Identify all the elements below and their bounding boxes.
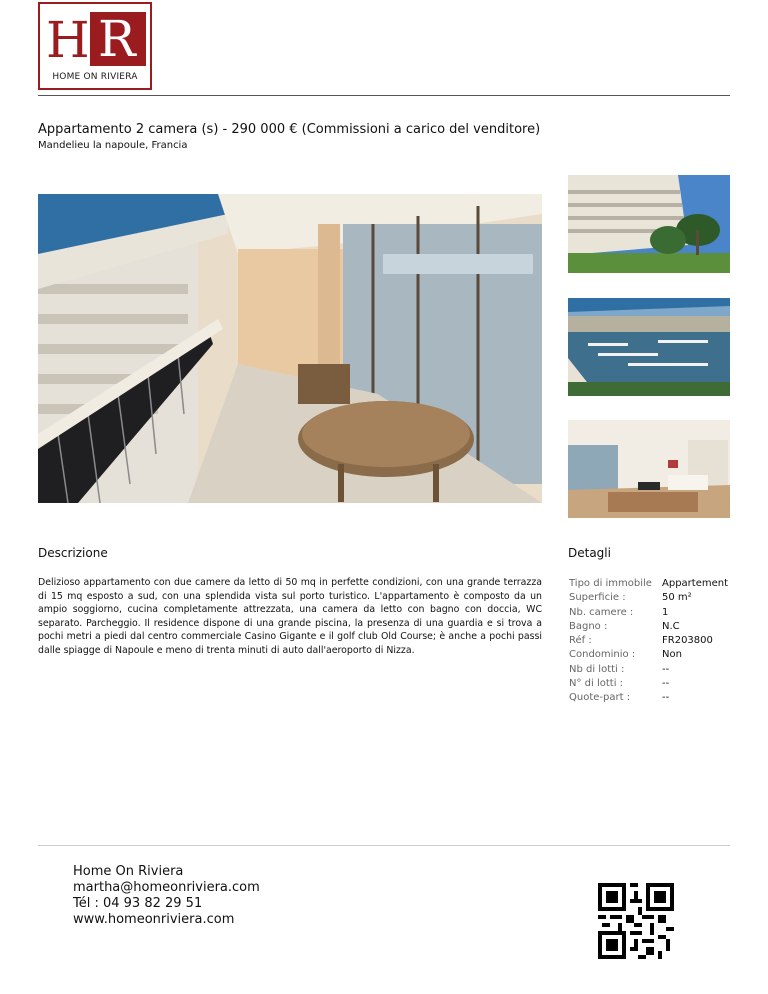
detail-row [569, 663, 728, 677]
logo-letter-r: R [98, 10, 136, 68]
detail-label: Réf : [569, 635, 592, 647]
detail-label: Nb. camere : [569, 606, 634, 618]
logo-letter-h: H [46, 11, 90, 69]
logo-letter-r-box [90, 12, 146, 66]
agency-phone[interactable]: Tél : 04 93 82 29 51 [73, 896, 203, 911]
detail-row [569, 691, 728, 705]
detail-value: -- [662, 678, 670, 690]
description-text: Delizioso appartamento con due camere da letto di 50 mq in perfette condizioni, con una grande terrazza di 15 mq esposto a sud, con una splendida vista sul porto turistico. L'appartamento è composto da un ampio soggiorno, cucina completamente attrezzata, una camera da letto con bagno con doccia, WC separato. Parcheggio. Il residence dispone di una grande piscina, la presenza di una guardia e si trova a pochi metri a piedi dal centro commerciale Casino Gigante e il golf club Old Course; è anche a pochi passi dalle spiagge di Napoule e meno di trenta minuti di auto dall'aeroporto di Nizza. [38, 577, 542, 656]
detail-label: Nb di lotti : [569, 663, 625, 675]
detail-label: Condominio : [569, 649, 636, 661]
detail-label: Bagno : [569, 620, 608, 632]
detail-row [569, 648, 728, 662]
details-table [569, 577, 728, 706]
detail-value: -- [662, 692, 670, 704]
detail-label: Superficie : [569, 592, 626, 604]
details-heading: Detagli [568, 546, 611, 560]
detail-row [569, 606, 728, 620]
detail-label: Tipo di immobile [569, 578, 652, 589]
agency-email[interactable]: martha@homeonriviera.com [73, 880, 260, 895]
detail-value: 50 m² [662, 592, 692, 604]
detail-value: Non [662, 649, 682, 661]
detail-row [569, 634, 728, 648]
detail-value: N.C [662, 620, 680, 632]
photo-living-room [568, 420, 730, 518]
detail-row [569, 577, 728, 591]
agency-name: Home On Riviera [73, 864, 184, 879]
detail-label: Quote-part : [569, 692, 631, 704]
company-logo [38, 2, 152, 90]
detail-row [569, 591, 728, 605]
photo-residence-exterior [568, 175, 730, 273]
detail-value: 1 [662, 606, 669, 618]
detail-row [569, 620, 728, 634]
agency-website[interactable]: www.homeonriviera.com [73, 912, 235, 927]
description-heading: Descrizione [38, 546, 108, 560]
listing-location: Mandelieu la napoule, Francia [38, 140, 188, 151]
photo-marina-view [568, 298, 730, 396]
agency-contact [73, 864, 260, 928]
detail-label: N° di lotti : [569, 678, 624, 690]
main-photo-terrace [38, 194, 542, 503]
detail-row [569, 677, 728, 691]
detail-value: FR203800 [662, 635, 713, 647]
qr-code [598, 883, 674, 959]
detail-value: -- [662, 663, 670, 675]
detail-value: Appartement [662, 578, 729, 589]
footer-divider [38, 845, 730, 846]
logo-wordmark: HOME ON RIVIERA [52, 72, 138, 82]
listing-title: Appartamento 2 camera (s) - 290 000 € (Commissioni a carico del venditore) [38, 122, 541, 137]
header-divider [38, 95, 730, 96]
